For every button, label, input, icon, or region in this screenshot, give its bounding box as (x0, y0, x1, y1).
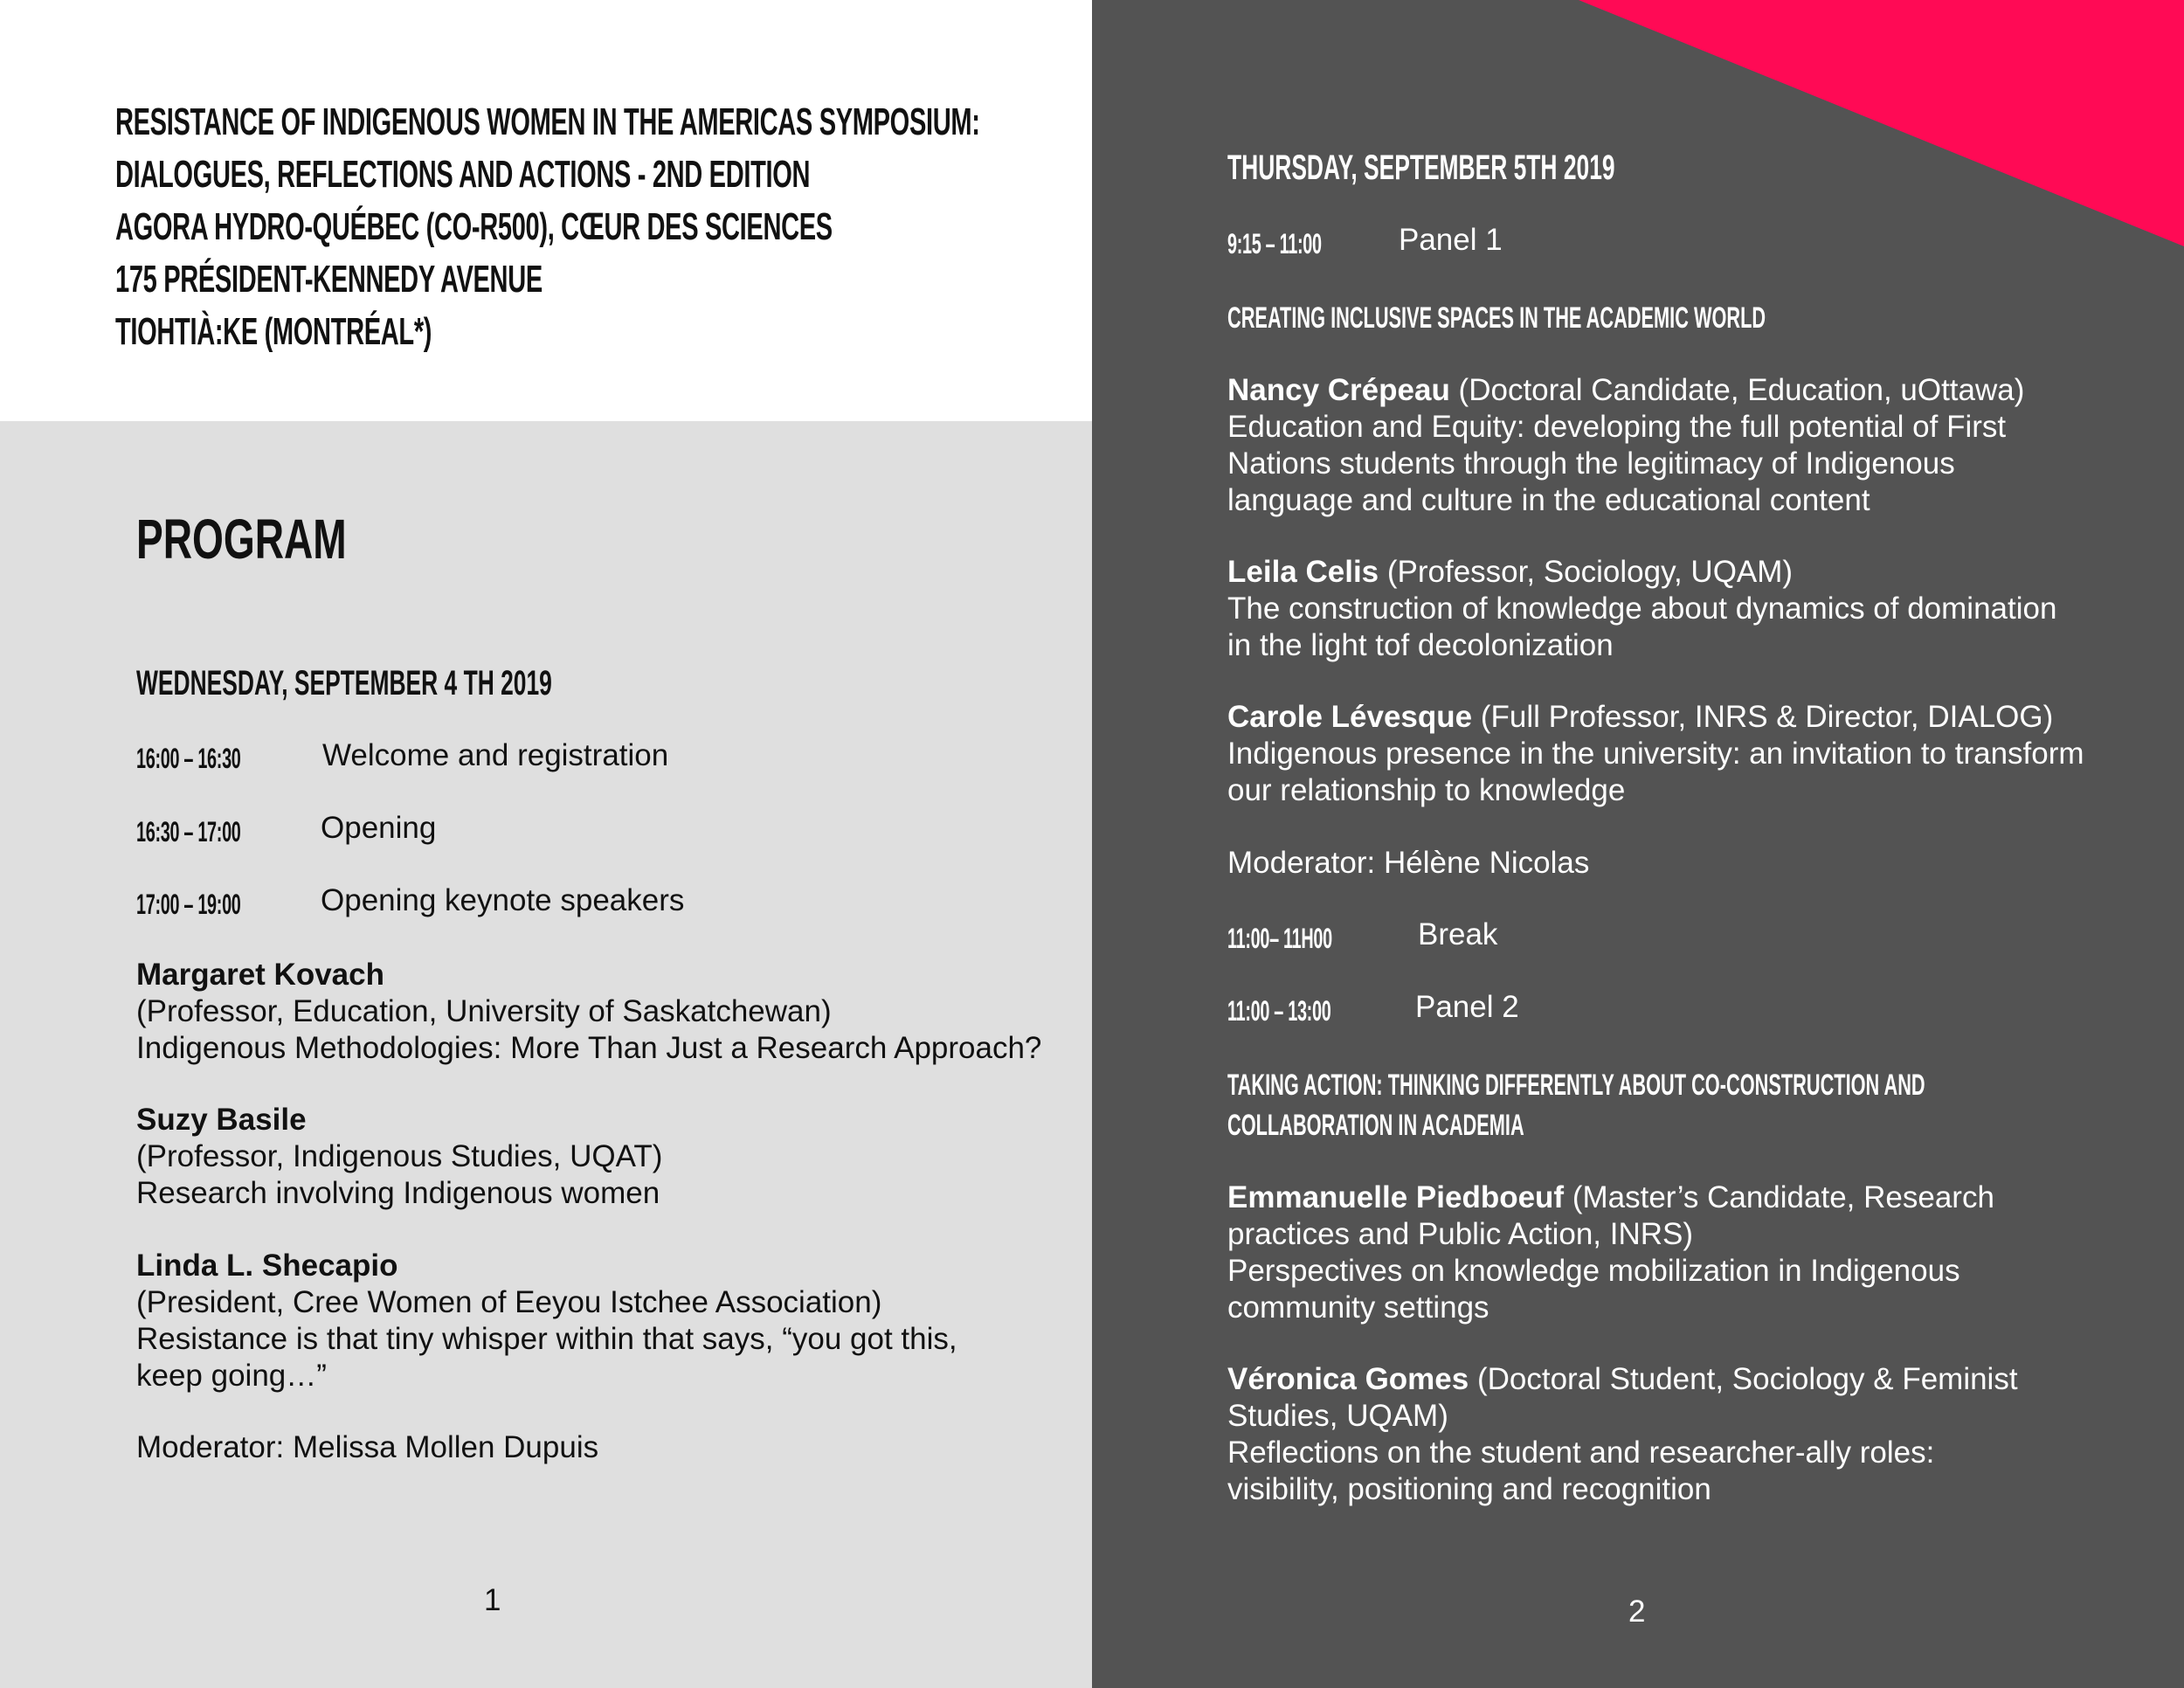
talk-title: in the light tof decolonization (1227, 628, 1614, 662)
speaker-name: Carole Lévesque (1227, 700, 1473, 734)
header-line-4: 175 PRÉSIDENT-KENNEDY AVENUE (115, 258, 543, 301)
speaker-block (136, 1248, 957, 1394)
speaker-block (1227, 699, 2084, 809)
speaker-block (1227, 1180, 1994, 1326)
talk-title: Research involving Indigenous women (136, 1176, 660, 1210)
speaker-name: Leila Celis (1227, 555, 1379, 589)
talk-title: community settings (1227, 1290, 1489, 1325)
talk-title: our relationship to knowledge (1227, 773, 1626, 807)
slot-time: 11:00 – 13:00 (1227, 995, 1331, 1027)
talk-title: Indigenous presence in the university: an invitation to transform (1227, 737, 2084, 771)
speaker-affiliation: Studies, UQAM) (1227, 1399, 1448, 1433)
talk-title: The construction of knowledge about dynamics of domination (1227, 591, 2057, 626)
session-title-line: COLLABORATION IN ACADEMIA (1227, 1109, 1524, 1142)
speaker-affiliation: (Professor, Sociology, UQAM) (1379, 555, 1794, 589)
program-title: PROGRAM (136, 508, 347, 571)
speaker-block (1227, 372, 2024, 519)
speaker-affiliation: (Professor, Indigenous Studies, UQAT) (136, 1139, 663, 1173)
speaker-affiliation: (President, Cree Women of Eeyou Istchee Association) (136, 1285, 882, 1319)
slot-label: Panel 1 (1399, 223, 1503, 257)
header-line-5: TIOHTIÀ:KE (MONTRÉAL*) (115, 310, 432, 353)
talk-title: Perspectives on knowledge mobilization in Indigenous (1227, 1254, 1960, 1288)
slot-label: Opening keynote speakers (321, 883, 685, 917)
session-title-line: TAKING ACTION: THINKING DIFFERENTLY ABOUT CO-CONSTRUCTION AND (1227, 1069, 1925, 1102)
slot-time: 16:30 – 17:00 (136, 816, 241, 847)
slot-label: Break (1418, 917, 1498, 951)
slot-time: 11:00– 11H00 (1227, 923, 1332, 954)
talk-title: Nations students through the legitimacy of Indigenous (1227, 446, 1955, 481)
header-line-1: RESISTANCE OF INDIGENOUS WOMEN IN THE AMERICAS SYMPOSIUM: (115, 100, 980, 143)
speaker-affiliation: (Full Professor, INRS & Director, DIALOG) (1472, 700, 2054, 734)
speaker-block (1227, 1361, 2018, 1508)
speaker-name: Emmanuelle Piedboeuf (1227, 1180, 1565, 1214)
page-number: 2 (1628, 1595, 1646, 1629)
talk-title: Resistance is that tiny whisper within that says, “you got this, (136, 1322, 957, 1356)
slot-time: 9:15 – 11:00 (1227, 228, 1322, 259)
speaker-name: Véronica Gomes (1227, 1362, 1469, 1396)
moderator: Moderator: Melissa Mollen Dupuis (136, 1430, 599, 1464)
slot-time: 17:00 – 19:00 (136, 889, 241, 920)
talk-title: keep going…” (136, 1359, 327, 1393)
talk-title: language and culture in the educational content (1227, 483, 1870, 517)
talk-title: Indigenous Methodologies: More Than Just a Research Approach? (136, 1031, 1042, 1065)
speaker-name: Margaret Kovach (136, 958, 384, 992)
talk-title: Education and Equity: developing the full potential of First (1227, 410, 2007, 444)
speaker-name: Suzy Basile (136, 1103, 307, 1137)
speaker-block (136, 957, 1041, 1067)
session-title (1227, 1065, 1925, 1145)
talk-title: Reflections on the student and researcher-ally roles: (1227, 1435, 1935, 1470)
slot-label: Welcome and registration (322, 738, 669, 772)
slot-label: Opening (321, 811, 437, 845)
day-title-thursday: THURSDAY, SEPTEMBER 5TH 2019 (1227, 149, 1615, 187)
header-line-2: DIALOGUES, REFLECTIONS AND ACTIONS - 2ND EDITION (115, 153, 811, 196)
page-number: 1 (484, 1583, 501, 1617)
speaker-affiliation: (Doctoral Student, Sociology & Feminist (1469, 1362, 2018, 1396)
speaker-block (1227, 554, 2056, 664)
talk-title: visibility, positioning and recognition (1227, 1472, 1711, 1506)
speaker-name: Nancy Crépeau (1227, 373, 1450, 407)
moderator: Moderator: Hélène Nicolas (1227, 846, 1590, 880)
slot-time: 16:00 – 16:30 (136, 743, 241, 774)
speaker-block (136, 1102, 662, 1212)
accent-triangle (1092, 0, 2184, 253)
speaker-affiliation: (Doctoral Candidate, Education, uOttawa) (1449, 373, 2025, 407)
header-line-3: AGORA HYDRO-QUÉBEC (CO-R500), CŒUR DES SCIENCES (115, 205, 833, 248)
session-title: CREATING INCLUSIVE SPACES IN THE ACADEMIC WORLD (1227, 301, 1766, 335)
speaker-affiliation: (Master’s Candidate, Research (1564, 1180, 1994, 1214)
speaker-affiliation: (Professor, Education, University of Saskatchewan) (136, 994, 832, 1028)
speaker-affiliation: practices and Public Action, INRS) (1227, 1217, 1694, 1251)
speaker-name: Linda L. Shecapio (136, 1249, 398, 1283)
header-panel (0, 0, 1092, 421)
day-title-wednesday: WEDNESDAY, SEPTEMBER 4 TH 2019 (136, 664, 552, 702)
accent-shape (1579, 0, 2184, 246)
slot-label: Panel 2 (1415, 990, 1519, 1024)
